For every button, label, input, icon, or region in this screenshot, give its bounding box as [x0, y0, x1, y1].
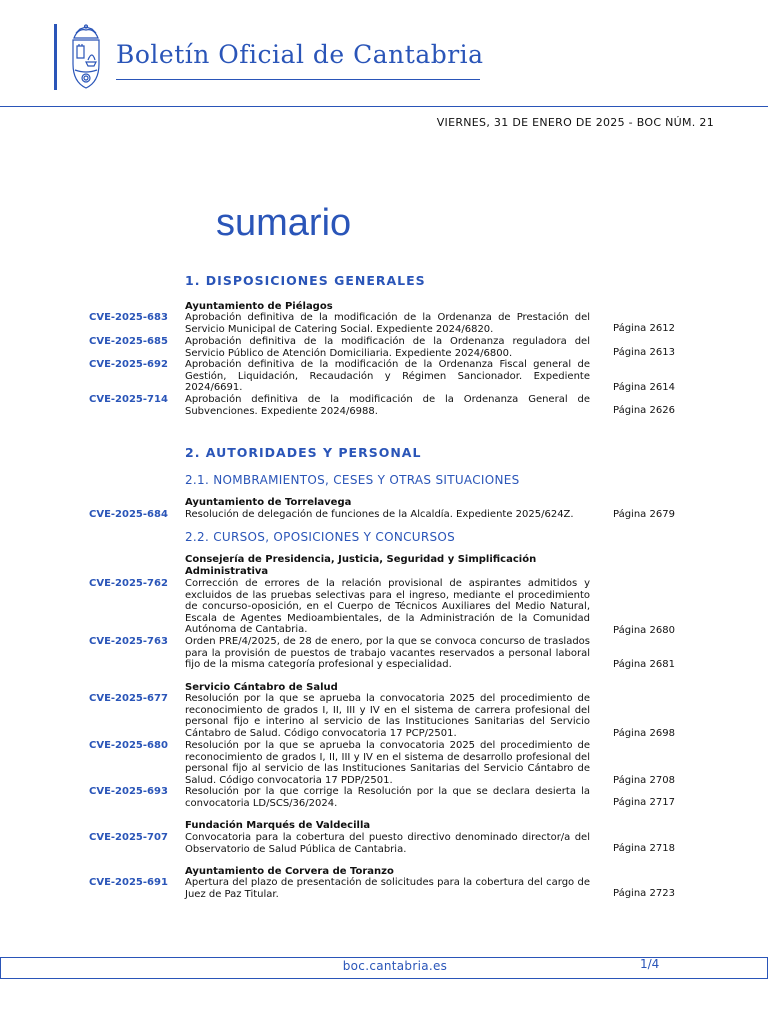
- publication-title: Boletín Oficial de Cantabria: [116, 40, 484, 69]
- organization-heading: Ayuntamiento de Piélagos: [185, 301, 333, 312]
- issue-line: VIERNES, 31 DE ENERO DE 2025 - BOC NÚM. 21: [436, 116, 714, 129]
- subsection-heading: 2.1. NOMBRAMIENTOS, CESES Y OTRAS SITUACIONES: [185, 473, 520, 487]
- summary-heading: sumario: [216, 202, 352, 244]
- page-reference: Página 2613: [613, 347, 675, 358]
- page-counter: 1/4: [640, 957, 660, 971]
- cantabria-coat-of-arms-logo: [64, 24, 108, 92]
- cve-link[interactable]: CVE-2025-680: [89, 740, 168, 751]
- header-rule: [0, 106, 768, 107]
- organization-heading: Ayuntamiento de Corvera de Toranzo: [185, 866, 394, 877]
- cve-link[interactable]: CVE-2025-685: [89, 336, 168, 347]
- cve-link[interactable]: CVE-2025-714: [89, 394, 168, 405]
- cve-link[interactable]: CVE-2025-707: [89, 832, 168, 843]
- page-reference: Página 2717: [613, 797, 675, 808]
- cve-link[interactable]: CVE-2025-677: [89, 693, 168, 704]
- entry-description: Resolución de delegación de funciones de la Alcaldía. Expediente 2025/624Z.: [185, 509, 574, 520]
- subsection-heading: 2.2. CURSOS, OPOSICIONES Y CONCURSOS: [185, 530, 456, 544]
- cve-link[interactable]: CVE-2025-763: [89, 636, 168, 647]
- organization-heading: Consejería de Presidencia, Justicia, Seguridad y Simplificación Administrativa: [185, 554, 537, 577]
- title-underline: [116, 79, 480, 80]
- organization-heading: Ayuntamiento de Torrelavega: [185, 497, 352, 508]
- entry-description: Convocatoria para la cobertura del puesto directivo denominado director/a del Observatorio de Salud Pública de Cantabria.: [185, 832, 590, 855]
- cve-link[interactable]: CVE-2025-683: [89, 312, 168, 323]
- entry-description: Corrección de errores de la relación provisional de aspirantes admitidos y excluidos de las pruebas selectivas para el ingreso, mediante el procedimiento de concurso-oposición, en el Cuerpo de Técnicos Auxiliares del Medio Natural, Escala de Agentes Medioambientales, de la Administración de la Comunidad Autónoma de Cantabria.: [185, 578, 590, 635]
- organization-heading: Fundación Marqués de Valdecilla: [185, 820, 371, 831]
- entry-description: Orden PRE/4/2025, de 28 de enero, por la que se convoca concurso de traslados para la provisión de puestos de trabajo vacantes reservados a personal laboral fijo de la misma categoría profesional y especialidad.: [185, 636, 590, 670]
- section-heading: 1. DISPOSICIONES GENERALES: [185, 273, 426, 288]
- page-reference: Página 2626: [613, 405, 675, 416]
- organization-heading: Servicio Cántabro de Salud: [185, 682, 338, 693]
- entry-description: Resolución por la que se aprueba la convocatoria 2025 del procedimiento de reconocimiento de grados I, II, III y IV en el sistema de desarrollo profesional del personal fijo al servicio de las Instituciones Sanitarias del Servicio Cántabro de Salud. Código convocatoria 17 PDP/2501.: [185, 740, 590, 786]
- page-reference: Página 2681: [613, 659, 675, 670]
- entry-description: Resolución por la que se aprueba la convocatoria 2025 del procedimiento de reconocimiento de grados I, II, III y IV en el sistema de carrera profesional del personal fijo e interino al servicio de las Instituciones Sanitarias del Servicio Cántabro de Salud. Código convocatoria 17 PCP/2501.: [185, 693, 590, 739]
- page-reference: Página 2698: [613, 728, 675, 739]
- cve-link[interactable]: CVE-2025-684: [89, 509, 168, 520]
- page-reference: Página 2679: [613, 509, 675, 520]
- entry-description: Apertura del plazo de presentación de solicitudes para la cobertura del cargo de Juez de Paz Titular.: [185, 877, 590, 900]
- page-reference: Página 2718: [613, 843, 675, 854]
- cve-link[interactable]: CVE-2025-692: [89, 359, 168, 370]
- entry-description: Aprobación definitiva de la modificación de la Ordenanza General de Subvenciones. Expediente 2024/6988.: [185, 394, 590, 417]
- cve-link[interactable]: CVE-2025-691: [89, 877, 168, 888]
- page-reference: Página 2680: [613, 625, 675, 636]
- cve-link[interactable]: CVE-2025-762: [89, 578, 168, 589]
- cve-link[interactable]: CVE-2025-693: [89, 786, 168, 797]
- entry-description: Aprobación definitiva de la modificación de la Ordenanza reguladora del Servicio Público de Atención Domiciliaria. Expediente 2024/6800.: [185, 336, 590, 359]
- header-accent-bar: [54, 24, 57, 90]
- section-heading: 2. AUTORIDADES Y PERSONAL: [185, 445, 422, 460]
- page-reference: Página 2723: [613, 888, 675, 899]
- footer-url-link[interactable]: boc.cantabria.es: [342, 959, 448, 973]
- entry-description: Aprobación definitiva de la modificación de la Ordenanza de Prestación del Servicio Municipal de Catering Social. Expediente 2024/6820.: [185, 312, 590, 335]
- entry-description: Aprobación definitiva de la modificación de la Ordenanza Fiscal general de Gestión, Liquidación, Recaudación y Régimen Sancionador. Expediente 2024/6691.: [185, 359, 590, 393]
- entry-description: Resolución por la que corrige la Resolución por la que se declara desierta la convocatoria LD/SCS/36/2024.: [185, 786, 590, 809]
- page-reference: Página 2708: [613, 775, 675, 786]
- page-reference: Página 2612: [613, 323, 675, 334]
- page-reference: Página 2614: [613, 382, 675, 393]
